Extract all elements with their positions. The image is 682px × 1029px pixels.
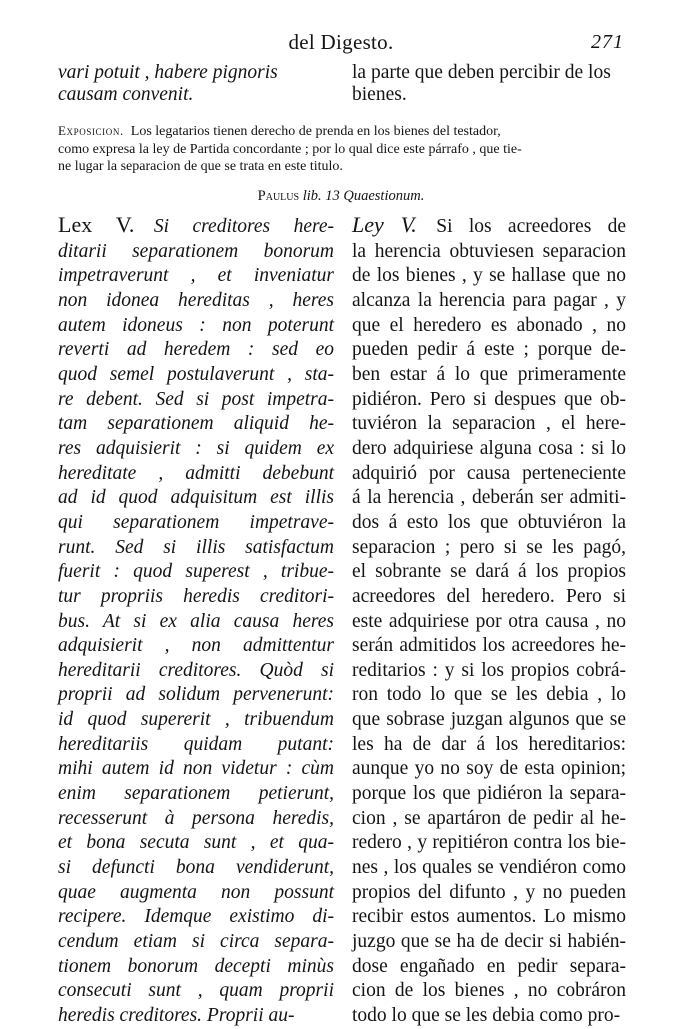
spanish-line: ron todo lo que se les debia , lo <box>352 684 626 706</box>
spanish-line: cion de los bienes , no cobráron <box>352 980 626 1002</box>
running-title: del Digesto. <box>288 30 394 54</box>
latin-fragment <box>58 62 338 106</box>
latin-line: runt. Sed si illis satisfactum <box>58 536 334 558</box>
ley-heading: Ley V. <box>352 212 417 237</box>
latin-line: fuerit : quod superest , tribue- <box>58 561 334 583</box>
spanish-line: nes , los quales se vendiéron como <box>352 857 626 879</box>
spanish-line: de los bienes , y se hallase que no <box>352 265 626 287</box>
latin-line: hereditarii creditores. Quòd si <box>58 659 334 681</box>
latin-line: ditarii separationem bonorum <box>58 240 334 262</box>
lex-heading: Lex V. <box>58 212 135 237</box>
spanish-line: este adquiriese por otra causa , no <box>352 610 626 632</box>
spanish-line: les ha de dar á los hereditarios: <box>352 733 626 755</box>
latin-fragment-line: causam convenit. <box>58 84 194 105</box>
spanish-text-column <box>352 213 626 1029</box>
spanish-line: ben estar á lo que primeramente <box>352 363 626 385</box>
latin-line: proprii ad solidum pervenerunt: <box>58 684 334 706</box>
latin-line: bus. At si ex alia causa heres <box>58 610 334 632</box>
latin-line: hereditariis quidam putant: <box>58 733 334 755</box>
latin-line-text: Si creditores here- <box>153 216 334 237</box>
spanish-fragment <box>352 62 628 106</box>
latin-line: recipere. Idemque existimo di- <box>58 906 334 928</box>
spanish-line: dose engañado en pedir separa- <box>352 955 626 977</box>
source-author: Paulus <box>257 188 300 204</box>
spanish-line: alcanza la herencia para pagar , y <box>352 289 626 311</box>
spanish-line: acreedores del heredero. Pero si <box>352 585 626 607</box>
latin-line: id quod supererit , tribuendum <box>58 709 334 731</box>
exposicion-line: como expresa la ley de Partida concordante ; por lo qual dice este párrafo , que tie- <box>58 141 522 157</box>
latin-line: non idonea hereditas , heres <box>58 289 334 311</box>
source-citation <box>0 188 682 205</box>
source-reference: lib. 13 Quaestionum. <box>302 188 425 204</box>
spanish-line: que sobrase juzgan algunos que se <box>352 709 626 731</box>
spanish-fragment-line: bienes. <box>352 84 407 105</box>
spanish-line-text: Si los acreedores de <box>436 216 626 237</box>
exposicion-line: Los legatarios tienen derecho de prenda en los bienes del testador, <box>130 124 501 139</box>
running-head <box>0 30 682 58</box>
exposicion-label: Exposicion. <box>58 123 124 138</box>
spanish-line: que el heredero es abonado , no <box>352 314 626 336</box>
latin-line: tionem bonorum decepti minùs <box>58 955 334 977</box>
spanish-line: el sobrante se dará á los propios <box>352 561 626 583</box>
latin-line: enim separationem petierunt, <box>58 783 334 805</box>
latin-line: et bona secuta sunt , et qua- <box>58 832 334 854</box>
spanish-line: redero , y repitiéron contra los bie- <box>352 832 626 854</box>
latin-line: autem idoneus : non poterunt <box>58 314 334 336</box>
latin-fragment-line: vari potuit , habere pignoris <box>58 62 278 83</box>
spanish-line: tuviéron la separacion , el here- <box>352 413 626 435</box>
spanish-line: porque los que pidiéron la separa- <box>352 783 626 805</box>
spanish-line: pueden pedir á este ; porque de- <box>352 339 626 361</box>
spanish-line: pidiéron. Pero si despues que ob- <box>352 388 626 410</box>
latin-line: res adquisierit : si quidem ex <box>58 437 334 459</box>
latin-line: re debent. Sed si post impetra- <box>58 388 334 410</box>
latin-line: heredis creditores. Proprii au- <box>58 1005 295 1026</box>
latin-line: quae augmenta non possunt <box>58 881 334 903</box>
spanish-line: cion , se apartáron de pedir al he- <box>352 807 626 829</box>
latin-line: si defuncti bona vendiderunt, <box>58 857 334 879</box>
spanish-line: serán admitidos los acreedores he- <box>352 635 626 657</box>
exposicion-line: ne lugar la separacion de que se trata en este titulo. <box>58 159 343 174</box>
latin-line <box>58 213 334 240</box>
latin-line: qui separationem impetrave- <box>58 511 334 533</box>
latin-line: hereditate , admitti debebunt <box>58 462 334 484</box>
latin-line: mihi autem id non videtur : cùm <box>58 758 334 780</box>
spanish-line: dero adquiriese alguna cosa : si lo <box>352 437 626 459</box>
latin-line: ad id quod adquisitum est illis <box>58 487 334 509</box>
spanish-line: adquirió por causa perteneciente <box>352 462 626 484</box>
latin-line: cendum etiam si circa separa- <box>58 931 334 953</box>
latin-line: recesserunt à persona heredis, <box>58 807 334 829</box>
latin-line: reverti ad heredem : sed eo <box>58 339 334 361</box>
spanish-line: juzgo que se ha de decir si habién- <box>352 931 626 953</box>
latin-text-column <box>58 213 334 1029</box>
exposicion-note <box>58 122 626 176</box>
page-number: 271 <box>591 31 624 53</box>
spanish-line: la herencia obtuviesen separacion <box>352 240 626 262</box>
spanish-line: recibir estos aumentos. Lo mismo <box>352 906 626 928</box>
latin-line: consecuti sunt , quam proprii <box>58 980 334 1002</box>
latin-line: tur propriis heredis creditori- <box>58 585 334 607</box>
spanish-fragment-line: la parte que deben percibir de los <box>352 62 611 83</box>
spanish-line: todo lo que se les debia como pro- <box>352 1005 621 1026</box>
spanish-line: separacion ; pero si se les pagó, <box>352 536 626 558</box>
spanish-line <box>352 213 626 240</box>
latin-line: tam separationem aliquid he- <box>58 413 334 435</box>
latin-line: quod semel postulaverunt , sta- <box>58 363 334 385</box>
spanish-line: propios del difunto , y no pueden <box>352 881 626 903</box>
spanish-line: á la herencia , deberán ser admiti- <box>352 487 626 509</box>
latin-line: adquisierit , non admittentur <box>58 635 334 657</box>
spanish-line: aunque yo no soy de esta opinion; <box>352 758 626 780</box>
latin-line: impetraverunt , et inveniatur <box>58 265 334 287</box>
spanish-line: dos á esto los que obtuviéron la <box>352 511 626 533</box>
spanish-line: reditarios : y si los propios cobrá- <box>352 659 626 681</box>
